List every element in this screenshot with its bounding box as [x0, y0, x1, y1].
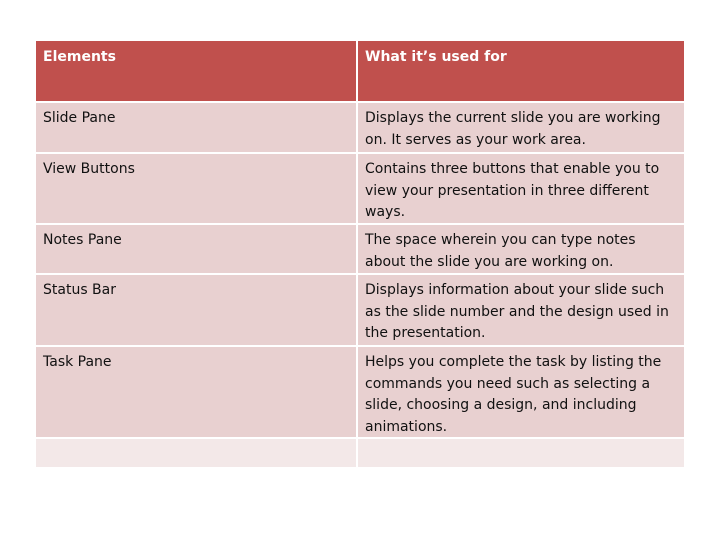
element-description: Helps you complete the task by listing the commands you need such as selecting a slide, choosing a design, and including animations. — [358, 347, 684, 437]
table-row — [36, 345, 684, 437]
element-description: Displays the current slide you are working on. It serves as your work area. — [358, 103, 684, 152]
table-row — [36, 101, 684, 152]
element-description: Contains three buttons that enable you to view your presentation in three different ways. — [358, 154, 684, 223]
element-description: Displays information about your slide such as the slide number and the design used in the presentation. — [358, 275, 684, 345]
table-row — [36, 223, 684, 273]
header-used-for: What it’s used for — [358, 41, 684, 101]
element-name: Status Bar — [36, 275, 358, 345]
elements-table — [36, 41, 684, 467]
element-description: The space wherein you can type notes about the slide you are working on. — [358, 225, 684, 273]
element-name: View Buttons — [36, 154, 358, 223]
table-row — [36, 152, 684, 223]
element-name: Slide Pane — [36, 103, 358, 152]
table-header-row — [36, 41, 684, 101]
element-description — [358, 439, 684, 467]
header-elements: Elements — [36, 41, 358, 101]
element-name — [36, 439, 358, 467]
element-name: Notes Pane — [36, 225, 358, 273]
table-row — [36, 437, 684, 467]
element-name: Task Pane — [36, 347, 358, 437]
table-row — [36, 273, 684, 345]
